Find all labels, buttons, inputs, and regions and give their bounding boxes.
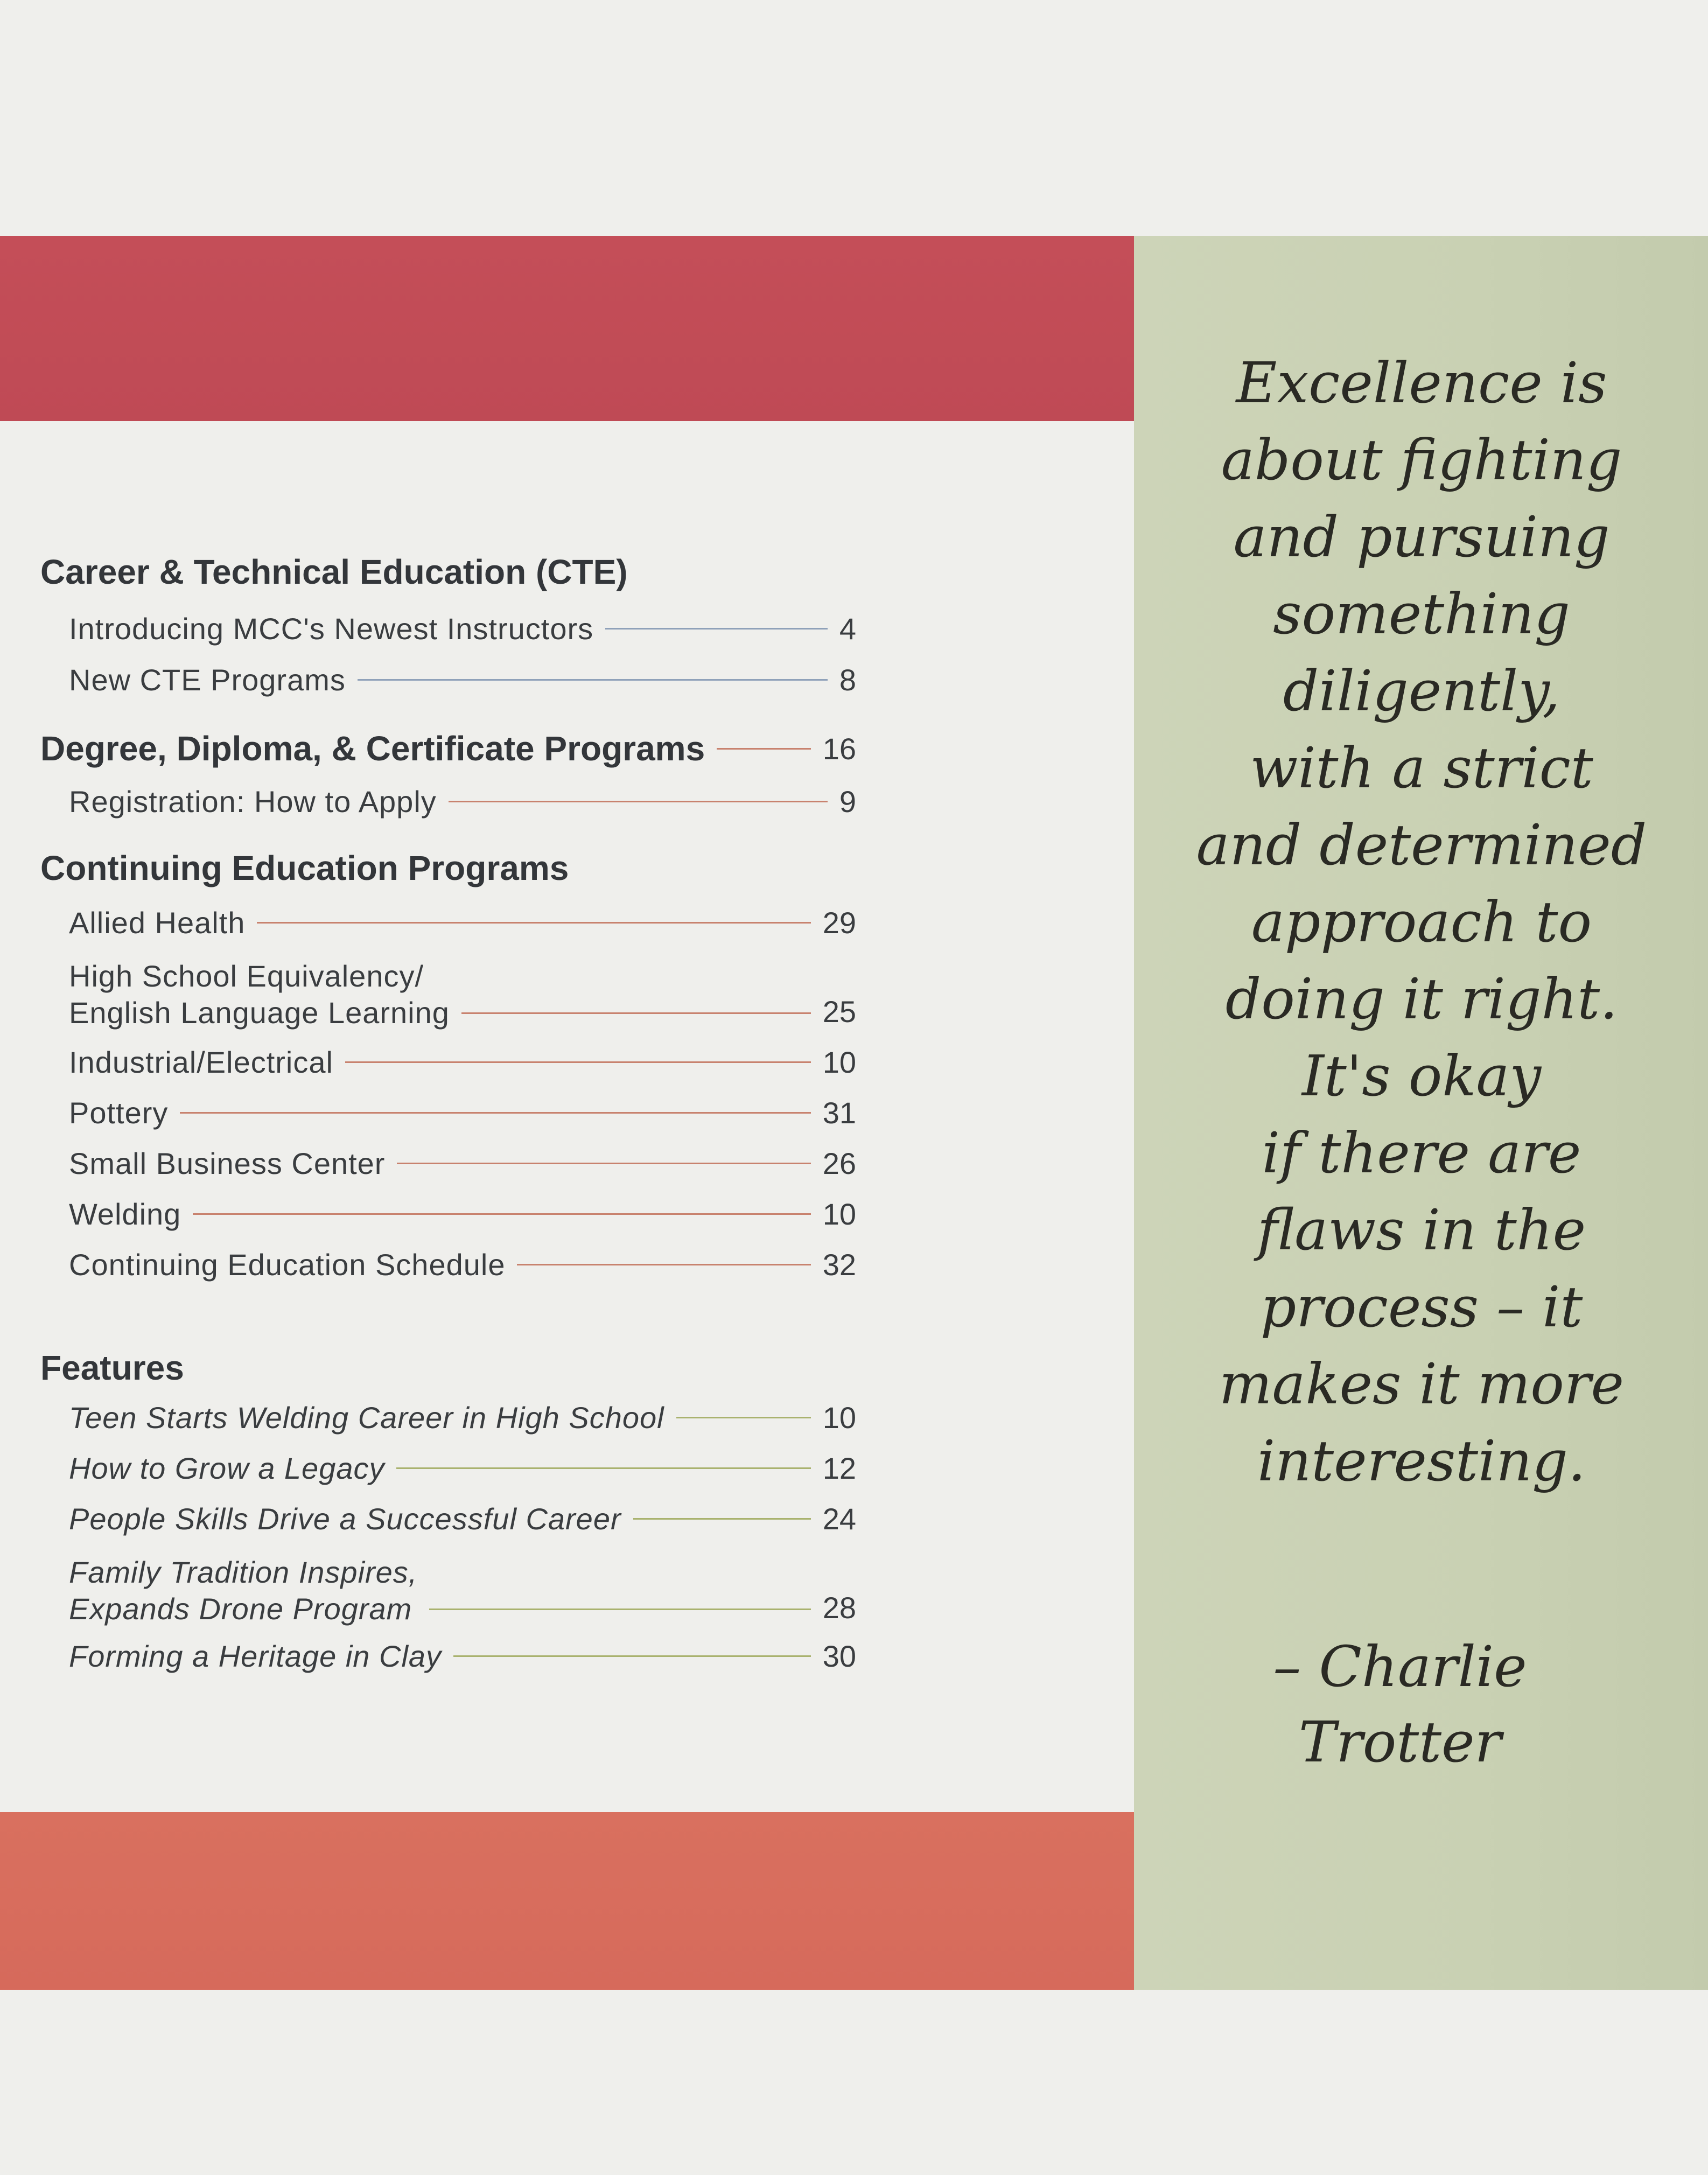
dot-leader: [633, 1518, 811, 1520]
dot-leader: [257, 922, 810, 924]
toc-entry[interactable]: [69, 1396, 856, 1439]
toc-entry[interactable]: [69, 1192, 856, 1235]
toc-entry-label: Continuing Education Schedule: [69, 1247, 506, 1282]
toc-entry[interactable]: [69, 950, 856, 1031]
section-heading-page: 16: [822, 731, 856, 766]
toc-entry[interactable]: [69, 1497, 856, 1540]
dot-leader: [345, 1061, 811, 1063]
toc-entry-page: 31: [822, 1095, 856, 1130]
dot-leader: [717, 748, 811, 750]
dot-leader: [605, 628, 828, 630]
toc-entry-page: 24: [822, 1501, 856, 1536]
toc-entry-page: 26: [822, 1146, 856, 1180]
toc-entry-page: 8: [839, 662, 856, 697]
dot-leader: [453, 1655, 811, 1657]
toc-entry-label: Allied Health: [69, 905, 246, 940]
toc-entry[interactable]: [69, 901, 856, 944]
toc-entry[interactable]: [69, 607, 856, 650]
toc-entry-page: 10: [822, 1197, 856, 1231]
toc-entry[interactable]: [69, 1091, 856, 1134]
toc-entry[interactable]: [69, 1634, 856, 1677]
toc-entry[interactable]: [69, 658, 856, 701]
dot-leader: [193, 1213, 810, 1215]
toc-entry-label: Welding: [69, 1197, 181, 1231]
toc-entry-page: 9: [839, 784, 856, 819]
toc-entry-label: Small Business Center: [69, 1146, 386, 1180]
toc-entry-page: 12: [822, 1451, 856, 1485]
toc-entry-label: Registration: How to Apply: [69, 784, 437, 819]
toc-entry-label: Introducing MCC's Newest Instructors: [69, 611, 594, 646]
toc-entry-page: 25: [822, 995, 856, 1029]
section-heading-continuing: Continuing Education Programs: [40, 849, 569, 887]
toc-entry[interactable]: [69, 1243, 856, 1286]
toc-entry-page: 4: [839, 611, 856, 646]
toc-entry-label: Forming a Heritage in Clay: [69, 1639, 442, 1673]
quote-author: – Charlie Trotter: [1273, 1634, 1527, 1775]
dot-leader: [358, 679, 828, 681]
dot-leader: [429, 1608, 810, 1610]
dot-leader: [180, 1112, 810, 1114]
toc-entry-page: 32: [822, 1247, 856, 1282]
toc-entry-page: 28: [822, 1591, 856, 1625]
dot-leader: [449, 801, 828, 802]
toc-entry-label: New CTE Programs: [69, 662, 346, 697]
toc-entry-label: Industrial/Electrical: [69, 1045, 333, 1079]
toc-entry[interactable]: [69, 1142, 856, 1185]
section-heading-degree[interactable]: [40, 724, 856, 773]
dot-leader: [397, 1163, 810, 1164]
dot-leader: [676, 1417, 811, 1418]
toc-entry[interactable]: [69, 780, 856, 823]
dot-leader: [517, 1264, 810, 1265]
toc-entry[interactable]: [69, 1547, 856, 1627]
section-heading-features: Features: [40, 1348, 184, 1387]
toc-entry-label: People Skills Drive a Successful Career: [69, 1501, 621, 1536]
toc-entry-label: High School Equivalency/ English Language Learning: [69, 959, 450, 1030]
toc-entry-page: 29: [822, 905, 856, 940]
toc-entry[interactable]: [69, 1040, 856, 1083]
toc-entry-label: How to Grow a Legacy: [69, 1451, 385, 1485]
toc-entry-label: Teen Starts Welding Career in High School: [69, 1400, 664, 1435]
toc-entry-page: 10: [822, 1045, 856, 1079]
toc-entry-label: Family Tradition Inspires, Expands Drone Program: [69, 1555, 418, 1626]
dot-leader: [461, 1012, 811, 1014]
dot-leader: [396, 1467, 810, 1469]
section-heading-cte: Career & Technical Education (CTE): [40, 553, 628, 591]
toc-entry[interactable]: [69, 1446, 856, 1489]
toc-entry-label: Pottery: [69, 1095, 169, 1130]
toc-entry-page: 10: [822, 1400, 856, 1435]
section-heading-label: Degree, Diploma, & Certificate Programs: [40, 729, 705, 768]
toc-entry-page: 30: [822, 1639, 856, 1673]
quote-text: Excellence is about fighting and pursuing something diligently, with a strict and determined approach to doing it right. It's okay if there are flaws in the process – it makes it more interesting.: [1196, 350, 1647, 1494]
